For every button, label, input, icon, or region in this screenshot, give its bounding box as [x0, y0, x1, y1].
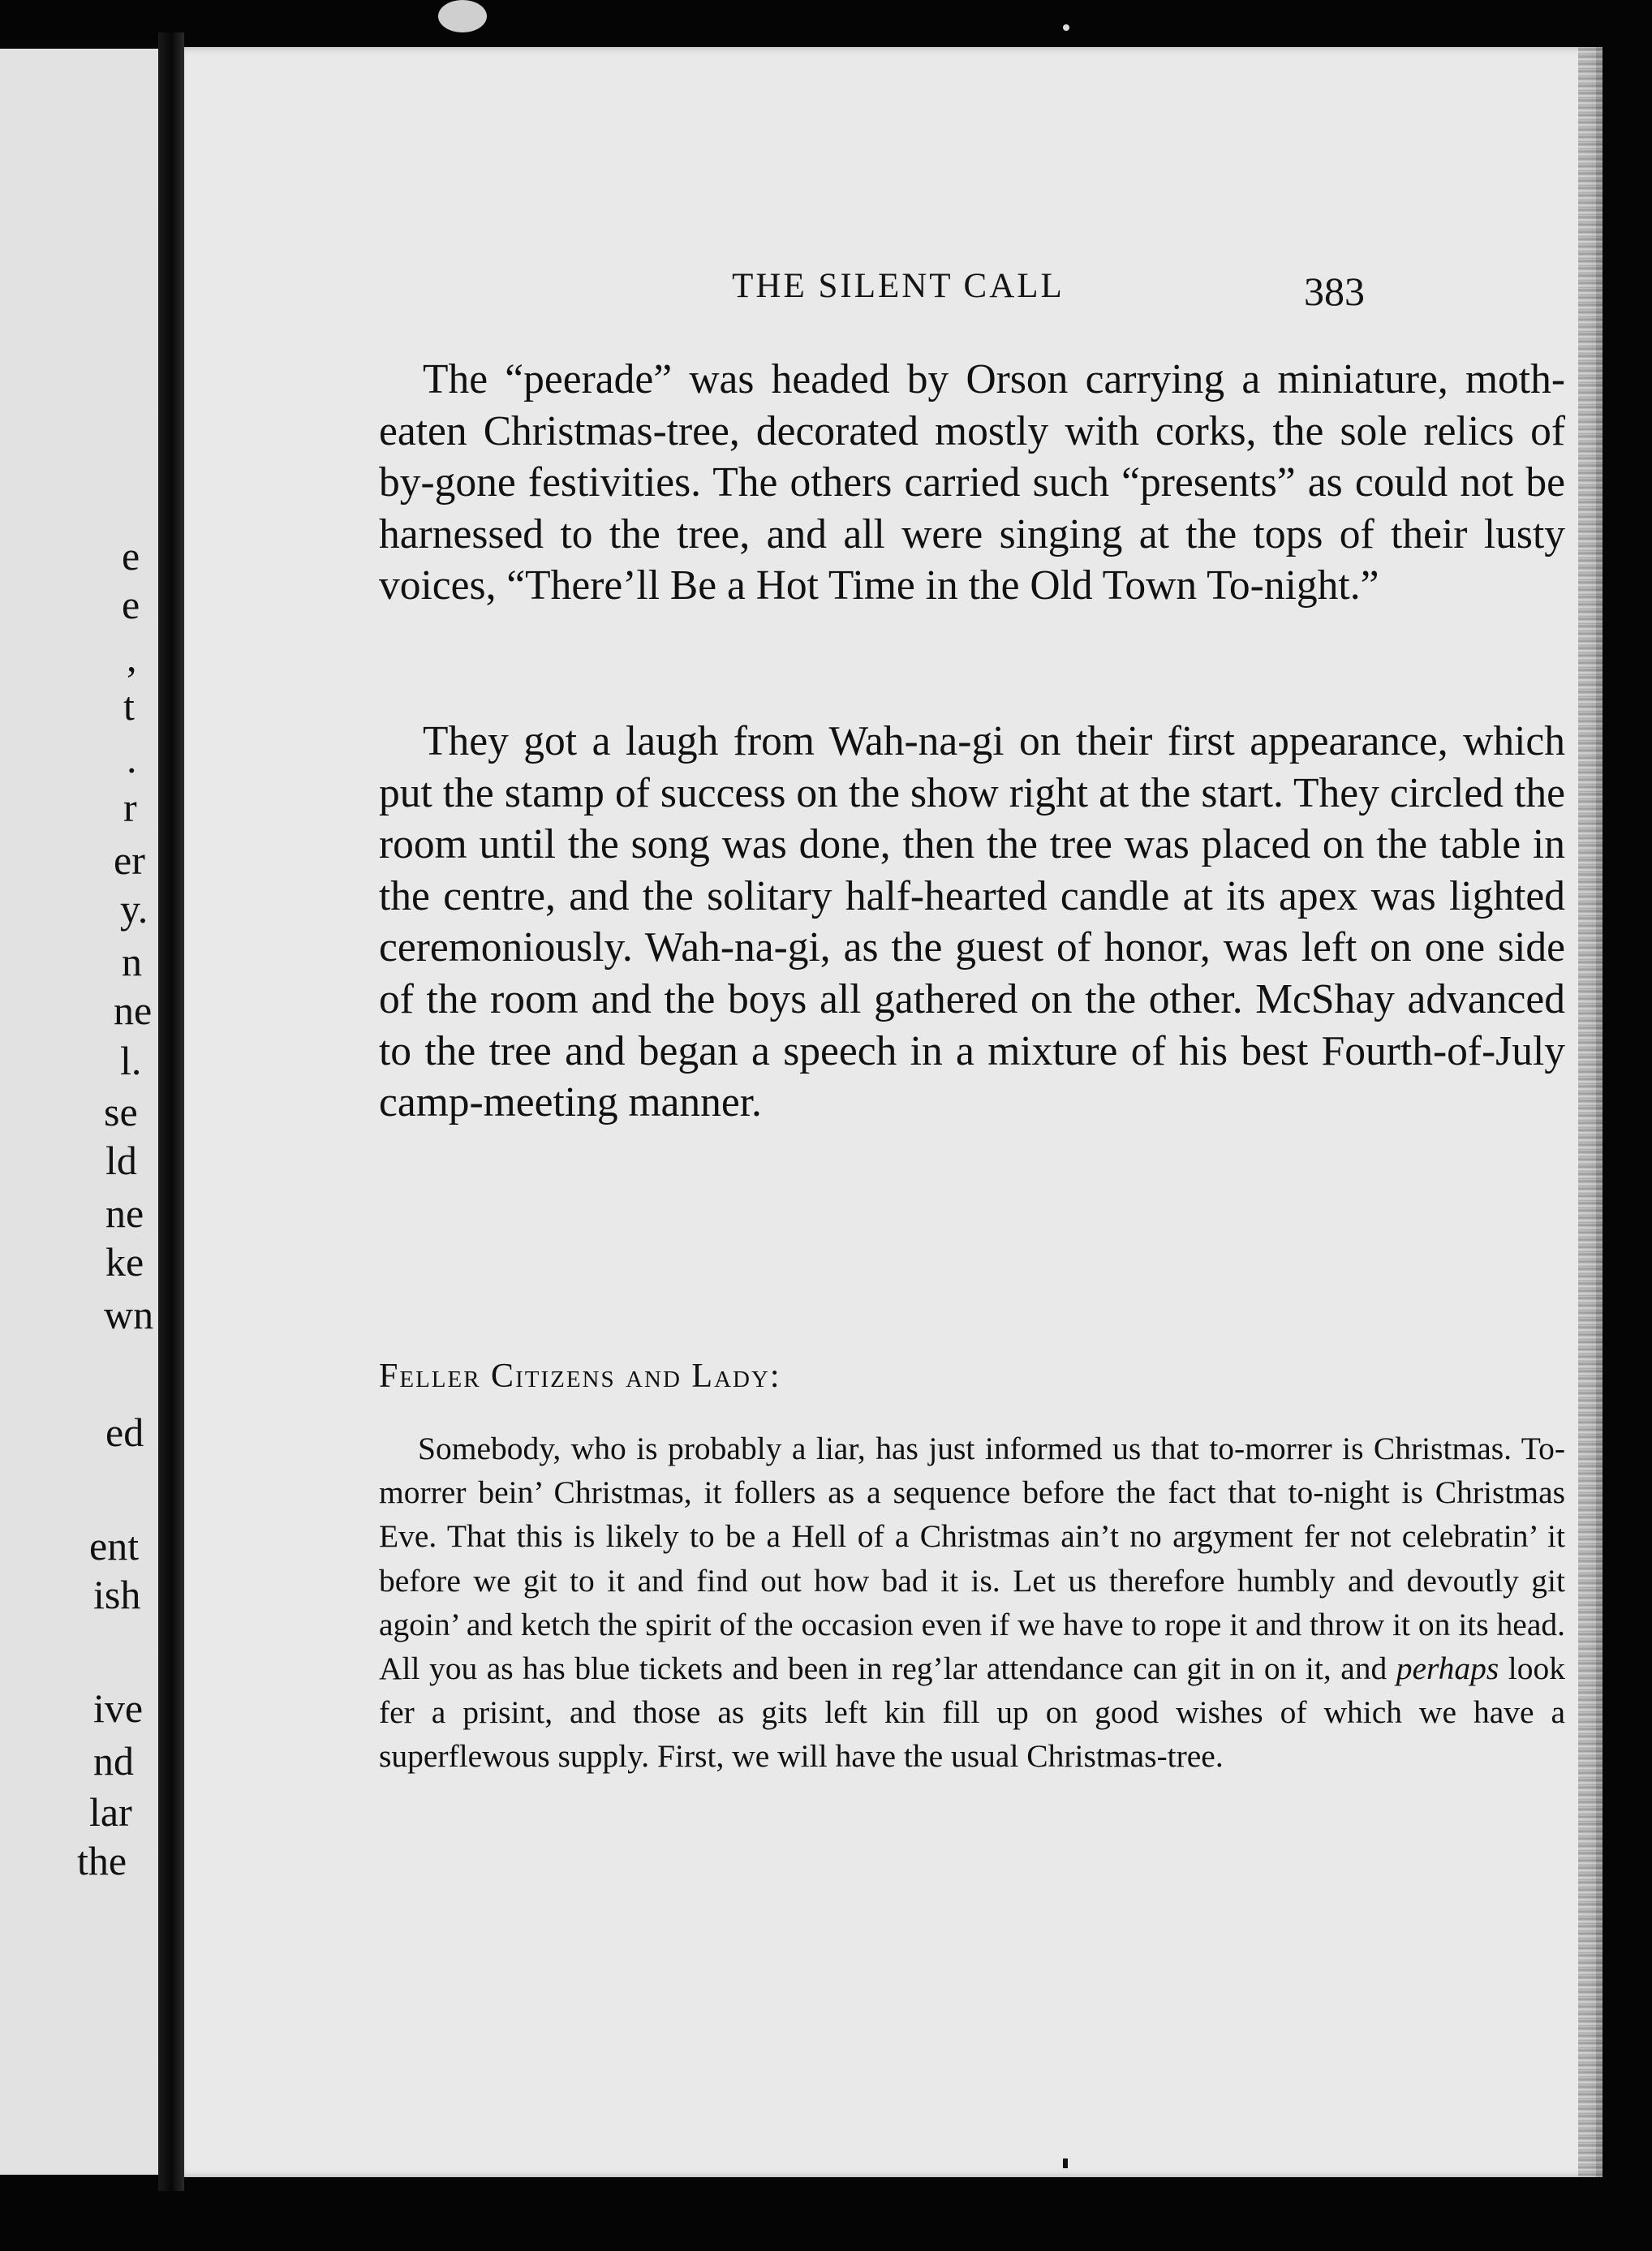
facing-page-text-fragment: t	[123, 683, 135, 729]
scan-speck	[1063, 24, 1069, 31]
facing-page-text-fragment: ent	[89, 1523, 140, 1569]
facing-page-text-fragment: er	[114, 837, 145, 883]
speech-body	[379, 1427, 1565, 1779]
facing-page-fragment	[0, 49, 158, 2175]
speech-italic-word: perhaps	[1396, 1651, 1499, 1687]
facing-page-text-fragment: ,	[127, 635, 137, 680]
book-page	[184, 47, 1596, 2177]
paragraph-2: They got a laugh from Wah-na-gi on their first appearance, which put the stamp of success on the show right at the start. They circled the room until the song was done, then the tree was placed on the table in the centre, and the solitary half-hearted candle at its apex was lighted ceremoniously. Wah-na-gi, as the guest of honor, was left on one side of the room and the boys all gathered on the other. McShay advanced to the tree and began a speech in a mixture of his best Fourth-of-July camp-meeting manner.	[379, 718, 1565, 1126]
facing-page-text-fragment: ed	[105, 1410, 144, 1455]
facing-page-text-fragment: e	[122, 582, 140, 627]
paragraph-1: The “peerade” was headed by Orson carrying a miniature, moth-eaten Christmas-tree, decorated mostly with corks, the sole relics of by-gone festivities. The others carried such “presents” as could not be harnessed to the tree, and all were singing at the tops of their lusty voices, “There’ll Be a Hot Time in the Old Town To-night.”	[379, 356, 1565, 609]
running-title: THE SILENT CALL	[732, 267, 1065, 305]
facing-page-text-fragment: ne	[114, 988, 153, 1033]
scan-speck	[438, 0, 487, 32]
book-gutter	[158, 32, 184, 2191]
scan-speck	[1063, 2158, 1068, 2168]
page-edge	[1578, 47, 1603, 2177]
facing-page-text-fragment: y.	[120, 886, 148, 932]
facing-page-text-fragment: se	[104, 1089, 138, 1134]
facing-page-text-fragment: e	[122, 533, 140, 579]
facing-page-text-fragment: .	[127, 736, 137, 781]
running-head	[184, 266, 1596, 315]
facing-page-text-fragment: nd	[93, 1738, 134, 1784]
speech-heading: Feller Citizens and Lady:	[379, 1358, 781, 1395]
facing-page-text-fragment: n	[122, 939, 142, 984]
speech-text: Somebody, who is probably a liar, has just informed us that to-morrer is Christmas. To-morrer bein’ Christmas, it follers as a sequence before the fact that to-night is Christmas Eve. That this is likely to be a Hell of a Christmas ain’t no argyment fer not celebratin’ it before we git to it and find out how bad it is. Let us therefore humbly and devoutly git agoin’ and ketch the spirit of the occasion even if we have to rope it and throw it on its head. All you as has blue tickets and been in reg’lar attendance can git in on it, and	[379, 1431, 1565, 1687]
facing-page-text-fragment: r	[123, 785, 137, 830]
facing-page-text-fragment: ne	[105, 1190, 144, 1236]
speech-text: look fer a prisint, and those as gits left kin fill up on good wishes of which we have a superflewous supply. First, we will have the usual Christmas-tree.	[379, 1651, 1565, 1775]
facing-page-text-fragment: lar	[89, 1789, 132, 1835]
facing-page-text-fragment: ke	[105, 1239, 144, 1285]
facing-page-text-fragment: ld	[105, 1138, 137, 1183]
facing-page-text-fragment: ish	[93, 1572, 141, 1617]
page-number: 383	[1304, 269, 1365, 314]
facing-page-text-fragment: l.	[120, 1038, 142, 1083]
facing-page-text-fragment: ive	[93, 1685, 144, 1731]
facing-page-text-fragment: the	[77, 1838, 127, 1883]
facing-page-text-fragment: wn	[104, 1292, 154, 1337]
